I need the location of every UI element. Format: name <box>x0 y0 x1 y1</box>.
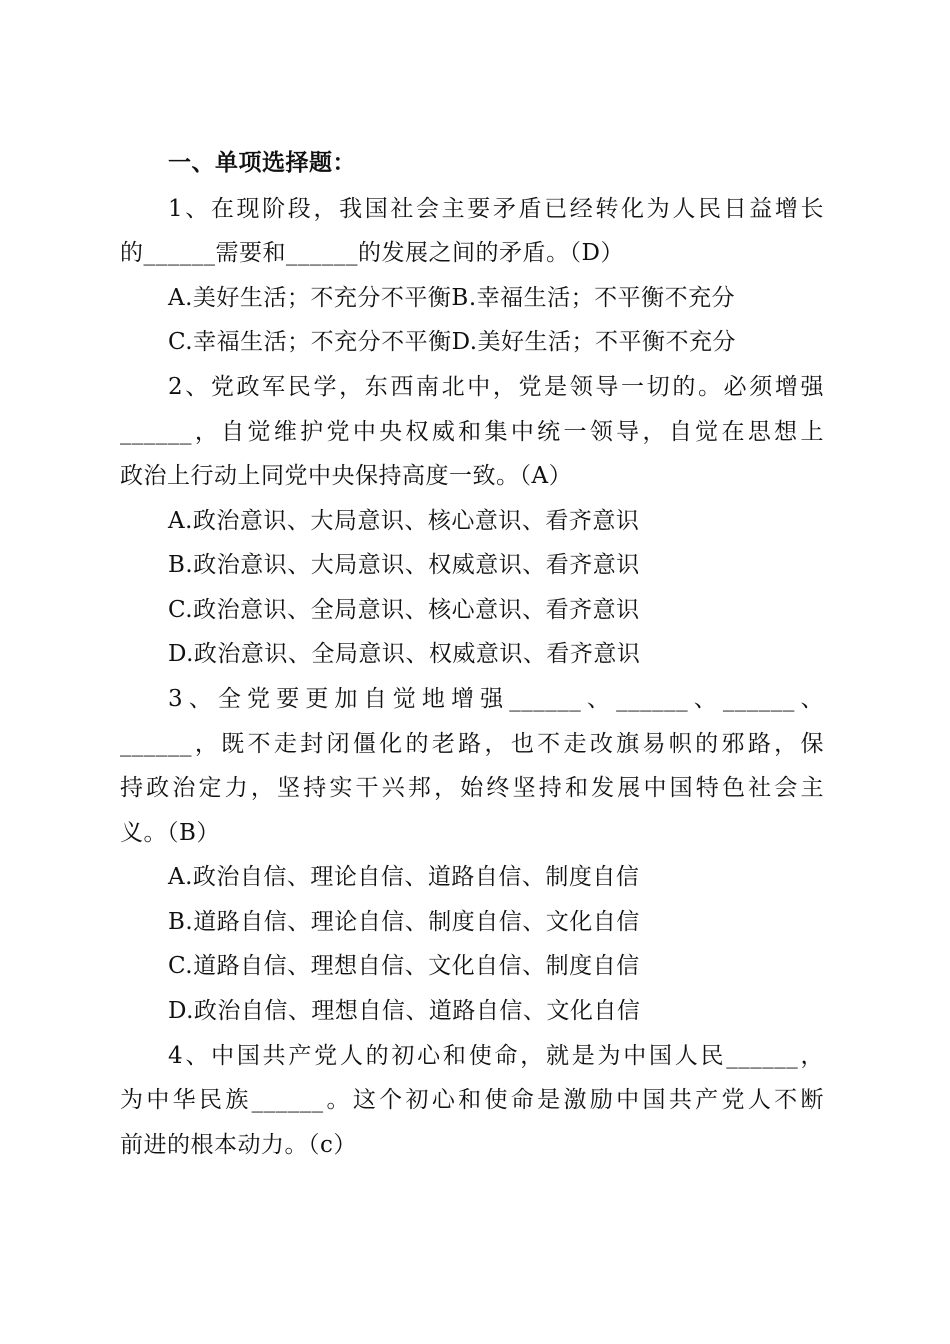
question-2-line-3: 政治上行动上同党中央保持高度一致。（A） <box>120 463 573 489</box>
question-4-line-2: 为中华民族______。这个初心和使命是激励中国共产党人不断 <box>120 1087 824 1113</box>
question-1-line-2: 的______需要和______的发展之间的矛盾。（D） <box>120 240 624 266</box>
question-3-line-3: 持政治定力，坚持实干兴邦，始终坚持和发展中国特色社会主 <box>120 775 824 801</box>
question-3-line-1: 3、全党要更加自觉地增强______、______、______、 <box>168 686 824 712</box>
question-3-option-d: D.政治自信、理想自信、道路自信、文化自信 <box>168 998 641 1024</box>
question-3-option-c: C.道路自信、理想自信、文化自信、制度自信 <box>168 953 640 979</box>
question-2-option-b: B.政治意识、大局意识、权威意识、看齐意识 <box>168 552 640 578</box>
question-1-options-cd: C.幸福生活；不充分不平衡D.美好生活；不平衡不充分 <box>168 329 737 355</box>
question-2-line-2: ______，自觉维护党中央权威和集中统一领导，自觉在思想上 <box>120 419 824 445</box>
question-2-option-c: C.政治意识、全局意识、核心意识、看齐意识 <box>168 597 640 623</box>
question-1-line-1: 1、在现阶段，我国社会主要矛盾已经转化为人民日益增长 <box>168 196 824 222</box>
question-3-line-2: ______，既不走封闭僵化的老路，也不走改旗易帜的邪路，保 <box>120 731 824 757</box>
question-4-line-1: 4、中国共产党人的初心和使命，就是为中国人民______， <box>168 1043 824 1069</box>
question-2-option-d: D.政治意识、全局意识、权威意识、看齐意识 <box>168 641 641 667</box>
question-2-line-1: 2、党政军民学，东西南北中，党是领导一切的。必须增强 <box>168 374 824 400</box>
question-3-line-4: 义。（B） <box>120 820 220 846</box>
question-1-options-ab: A.美好生活；不充分不平衡B.幸福生活；不平衡不充分 <box>168 285 736 311</box>
question-3-option-b: B.道路自信、理论自信、制度自信、文化自信 <box>168 909 640 935</box>
section-title: 一、单项选择题： <box>168 150 356 176</box>
question-4-line-3: 前进的根本动力。（c） <box>120 1132 357 1158</box>
question-2-option-a: A.政治意识、大局意识、核心意识、看齐意识 <box>168 508 640 534</box>
question-3-option-a: A.政治自信、理论自信、道路自信、制度自信 <box>168 864 640 890</box>
